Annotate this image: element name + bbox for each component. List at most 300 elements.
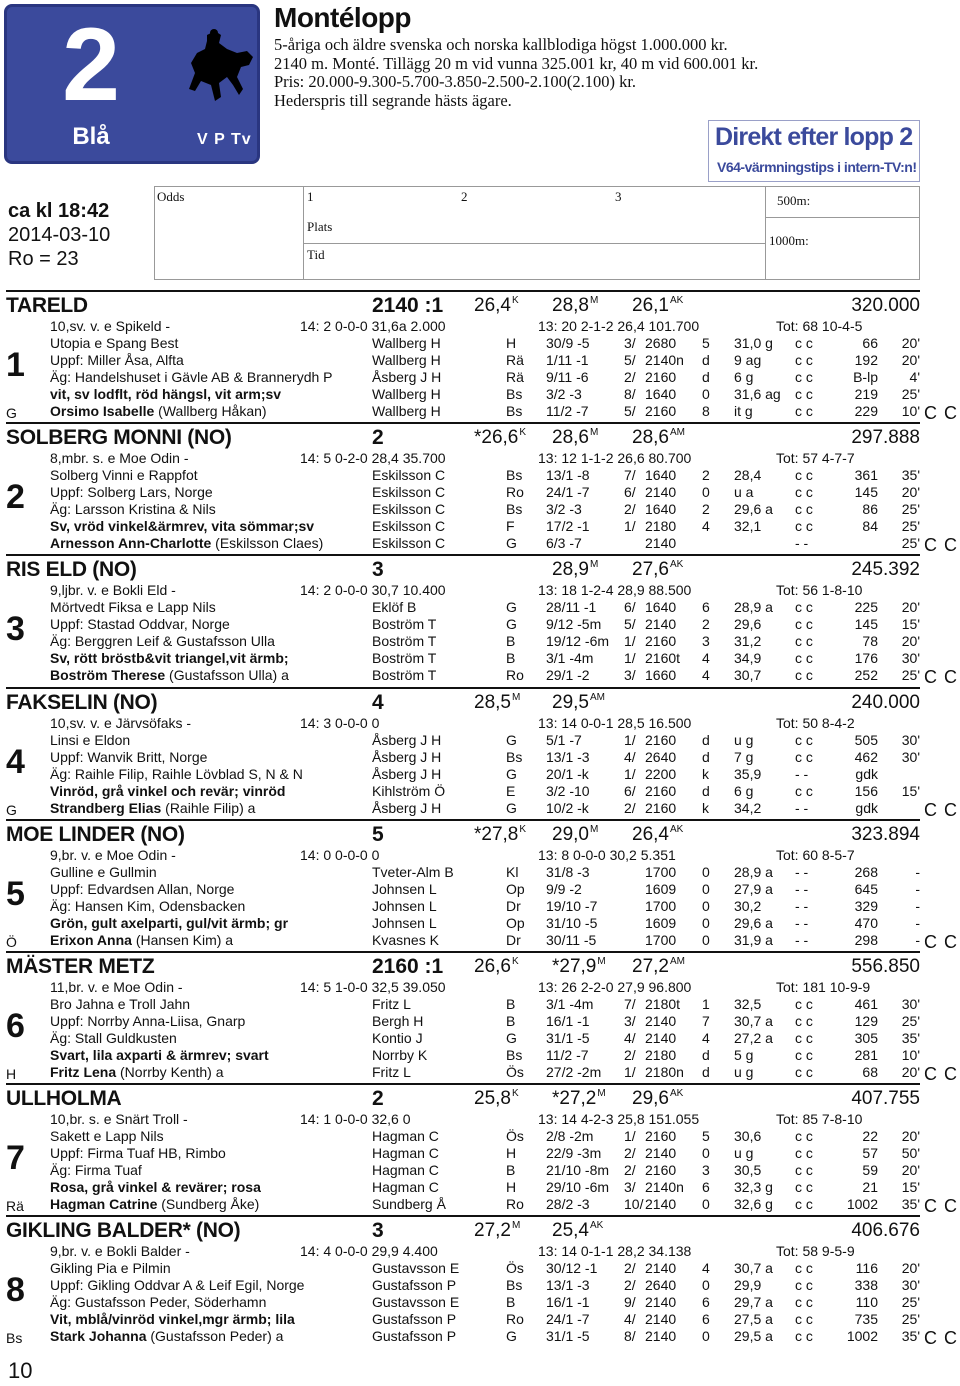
horse-stats-2014: 14: 0 0-0-0 0 — [300, 847, 380, 863]
start-placing: 2/ — [624, 800, 636, 816]
start-post: 4 — [702, 667, 710, 683]
horse-name: FAKSELIN (NO) — [6, 691, 158, 714]
record-time: 27,2 — [632, 956, 669, 977]
horse-distance: 2 — [372, 426, 384, 449]
race-desc-line: 2140 m. Monté. Tillägg 20 m vid vunna 325.001 kr, 40 m vid 600.001 kr. — [274, 53, 759, 73]
start-date: 1/11 -1 — [546, 352, 589, 368]
race-desc-line: Hederspris till segrande hästs ägare. — [274, 90, 512, 110]
horse-info: Äg: Gustafsson Peder, Söderhamn — [50, 1294, 267, 1310]
start-track: Bs — [506, 1047, 523, 1063]
start-distance: 2200 — [645, 766, 677, 782]
horse-info: Uppf: Edvardsen Allan, Norge — [50, 881, 235, 897]
horse-record — [632, 295, 683, 317]
start-track: G — [506, 732, 517, 748]
divider — [6, 422, 920, 424]
start-prize: - — [915, 915, 920, 931]
horse-record — [474, 295, 519, 317]
horse-record — [552, 1088, 606, 1110]
start-prize: 25' — [901, 501, 920, 517]
rider-name: Strandberg Elias — [50, 800, 162, 816]
result-grid — [154, 186, 920, 280]
start-odds: 78 — [862, 633, 878, 649]
start-track: Ro — [506, 667, 524, 683]
start-time: 9 ag — [734, 352, 762, 368]
race-bet-types: V P Tv — [197, 131, 252, 148]
start-shoe-marks: c c — [795, 1179, 813, 1195]
start-distance: 2160 — [645, 633, 677, 649]
start-time: 32,6 g — [734, 1196, 773, 1212]
start-time: 34,9 — [734, 650, 762, 666]
start-row — [0, 518, 960, 535]
start-date: 6/3 -7 — [546, 535, 582, 551]
start-row — [0, 1196, 960, 1213]
start-prize: 30' — [901, 996, 920, 1012]
start-row — [0, 1145, 960, 1162]
start-prize: 25' — [901, 1311, 920, 1327]
start-odds: gdk — [855, 800, 878, 816]
start-odds: 298 — [854, 932, 878, 948]
start-track: H — [506, 335, 517, 351]
start-date: 31/1 -5 — [546, 1328, 590, 1344]
start-date: 28/11 -1 — [546, 599, 597, 615]
start-time: 30,7 a — [734, 1013, 773, 1029]
horse-distance: 3 — [372, 1219, 384, 1242]
horse-info: Äg: Larsson Kristina & Nils — [50, 501, 216, 517]
start-shoe-marks: c c — [795, 369, 813, 385]
horse-colors: Vinröd, grå vinkel och revär; vinröd — [50, 783, 286, 799]
start-time: 34,2 — [734, 800, 762, 816]
record-type: AK — [669, 559, 684, 570]
start-time: u g — [734, 1145, 754, 1161]
horse-stats-2014: 14: 3 0-0-0 0 — [300, 715, 380, 731]
start-row — [0, 369, 960, 386]
race-desc-line: Pris: 20.000-9.300-5.700-3.850-2.500-2.100(2.100) kr. — [274, 72, 637, 91]
start-placing: 1/ — [624, 766, 636, 782]
record-type: AK — [669, 295, 684, 306]
start-odds: gdk — [855, 766, 878, 782]
start-post: 0 — [702, 1328, 710, 1344]
horse-stats-2014: 14: 5 1-0-0 32,5 39.050 — [300, 979, 446, 995]
divider — [6, 554, 920, 556]
start-placing: 1/ — [624, 732, 636, 748]
start-row — [0, 898, 960, 915]
start-date: 31/1 -5 — [546, 1030, 590, 1046]
horse-entry — [0, 819, 960, 951]
start-post: d — [702, 1047, 710, 1063]
start-distance: 2140 — [645, 1013, 677, 1029]
start-post: 4 — [702, 1030, 710, 1046]
start-post: 0 — [702, 386, 710, 402]
start-row — [0, 535, 960, 552]
start-placing: 9/ — [624, 1294, 636, 1310]
start-track: Bs — [506, 749, 523, 765]
record-time: 27,2 — [474, 1220, 511, 1241]
start-distance: 1640 — [645, 599, 677, 615]
start-shoe-marks: c c — [795, 749, 813, 765]
start-time: 29,7 a — [734, 1294, 773, 1310]
start-driver: Bergh H — [372, 1013, 424, 1029]
start-placing: 4/ — [624, 749, 636, 765]
horse-stats-2014: 14: 4 0-0-0 29,9 4.400 — [300, 1243, 438, 1259]
horse-entry — [0, 554, 960, 686]
start-prize: 4' — [909, 369, 920, 385]
start-driver: Fritz L — [372, 996, 411, 1012]
start-row — [0, 467, 960, 484]
horse-stats-2013: 13: 18 1-2-4 28,9 88.500 — [538, 582, 692, 598]
horse-record — [552, 824, 598, 846]
start-placing: 6/ — [624, 783, 636, 799]
start-driver: Eskilsson C — [372, 467, 446, 483]
start-placing: 2/ — [624, 501, 636, 517]
start-odds: 252 — [854, 667, 878, 683]
horse-pedigree: 10,sv. v. e Spikeld - — [50, 318, 171, 334]
horse-info: Bro Jahna e Troll Jahn — [50, 996, 191, 1012]
start-placing: 1/ — [624, 1128, 636, 1144]
record-time: 28,5 — [474, 692, 511, 713]
horse-info: Utopia e Spang Best — [50, 335, 179, 351]
horse-info: Gikling Pia e Pilmin — [50, 1260, 171, 1276]
start-track: G — [506, 1030, 517, 1046]
record-type: M — [597, 956, 606, 967]
start-date: 24/1 -7 — [546, 484, 590, 500]
start-driver: Boström T — [372, 667, 437, 683]
start-placing: 2/ — [624, 369, 636, 385]
start-track: Bs — [506, 467, 523, 483]
start-odds: 145 — [854, 484, 878, 500]
start-date: 2/8 -2m — [546, 1128, 594, 1144]
start-date: 17/2 -1 — [546, 518, 590, 534]
start-time: 30,7 — [734, 667, 762, 683]
horse-record — [474, 956, 519, 978]
start-row — [0, 386, 960, 403]
start-odds: 470 — [854, 915, 878, 931]
start-track: G — [506, 766, 517, 782]
start-prize: 25' — [901, 535, 920, 551]
start-driver: Tveter-Alm B — [372, 864, 454, 880]
start-odds: 22 — [862, 1128, 878, 1144]
horse-record — [632, 1220, 633, 1242]
start-post: 6 — [702, 1311, 710, 1327]
horse-info: Äg: Handelshuset i Gävle AB & Brannerydh P — [50, 369, 333, 385]
start-row — [0, 932, 960, 949]
start-post: 4 — [702, 518, 710, 534]
start-driver: Gustavsson E — [372, 1260, 460, 1276]
start-odds: 176 — [854, 650, 878, 666]
horse-prize-money: 407.755 — [851, 1088, 920, 1109]
horse-entry — [0, 687, 960, 819]
horse-prize-money: 556.850 — [851, 956, 920, 977]
start-shoe-marks: c c — [795, 650, 813, 666]
start-shoe-marks: c c — [795, 1064, 813, 1080]
start-time: 27,9 a — [734, 881, 773, 897]
horse-stats-total: Tot: 60 8-5-7 — [776, 847, 855, 863]
start-track: Dr — [506, 898, 521, 914]
start-placing: 1/ — [624, 518, 636, 534]
start-post: 4 — [702, 650, 710, 666]
horse-record — [632, 559, 683, 581]
record-type: M — [511, 692, 521, 703]
grid-col-1: 1 — [307, 189, 314, 204]
grid-col-2: 2 — [461, 189, 468, 204]
horse-info: Äg: Firma Tuaf — [50, 1162, 142, 1178]
horse-record — [474, 692, 520, 714]
start-distance: 2160 — [645, 403, 677, 419]
start-track: Ös — [506, 1064, 524, 1080]
start-shoe-marks: - - — [795, 898, 809, 914]
start-post: 0 — [702, 1196, 710, 1212]
start-odds: 219 — [854, 386, 878, 402]
horse-start-number: 1 — [6, 346, 25, 384]
horse-entry — [0, 1083, 960, 1215]
horse-info: Uppf: Stastad Oddvar, Norge — [50, 616, 230, 632]
start-track: Ro — [506, 1311, 524, 1327]
start-post: d — [702, 369, 710, 385]
start-track: G — [506, 800, 517, 816]
start-prize: 35' — [901, 1196, 920, 1212]
horse-stats-line — [0, 715, 960, 732]
start-track: Rä — [506, 369, 524, 385]
grid-plats-label: Plats — [307, 219, 333, 234]
record-type: M — [597, 1088, 606, 1099]
horse-cc-marks: C C — [924, 667, 958, 687]
start-track: B — [506, 650, 516, 666]
start-distance: 2180t — [645, 996, 681, 1012]
start-track: H — [506, 1145, 517, 1161]
start-distance: 2140 — [645, 1145, 677, 1161]
direct-title: Direkt efter lopp 2 — [715, 123, 913, 151]
horse-prize-money: 245.392 — [851, 559, 920, 580]
rider-trainer: (Eskilsson Claes) — [215, 535, 324, 551]
horse-record — [632, 956, 685, 978]
start-post: d — [702, 732, 710, 748]
start-track: Bs — [506, 1277, 523, 1293]
start-odds: 1002 — [846, 1328, 878, 1344]
start-driver: Fritz L — [372, 1064, 411, 1080]
record-type: M — [589, 295, 599, 306]
horse-rider — [50, 1196, 259, 1213]
horse-stats-line — [0, 582, 960, 599]
start-shoe-marks: c c — [795, 1047, 813, 1063]
start-post: 7 — [702, 1013, 710, 1029]
start-driver: Norrby K — [372, 1047, 428, 1063]
start-driver: Hagman C — [372, 1179, 439, 1195]
start-shoe-marks: c c — [795, 783, 813, 799]
start-shoe-marks: c c — [795, 1162, 813, 1178]
horse-rider — [50, 1328, 283, 1345]
start-prize: 20' — [901, 1260, 920, 1276]
start-odds: 462 — [854, 749, 878, 765]
rider-trainer: (Gustafsson Ulla) a — [169, 667, 289, 683]
start-date: 29/1 -2 — [546, 667, 590, 683]
start-date: 30/9 -5 — [546, 335, 590, 351]
start-row — [0, 616, 960, 633]
start-date: 29/10 -6m — [546, 1179, 610, 1195]
start-time: 29,5 a — [734, 1328, 773, 1344]
start-date: 27/2 -2m — [546, 1064, 602, 1080]
start-time: u g — [734, 732, 754, 748]
start-date: 16/1 -1 — [546, 1013, 590, 1029]
horse-distance: 2 — [372, 1087, 384, 1110]
start-row — [0, 335, 960, 352]
start-row — [0, 501, 960, 518]
start-post: 0 — [702, 1277, 710, 1293]
start-time: 31,9 a — [734, 932, 773, 948]
horse-info: Sakett e Lapp Nils — [50, 1128, 164, 1144]
record-type: K — [511, 1088, 519, 1099]
start-odds: 59 — [862, 1162, 878, 1178]
start-driver: Åsberg J H — [372, 732, 442, 748]
start-row — [0, 403, 960, 420]
horse-prize-money: 240.000 — [851, 692, 920, 713]
start-prize: 20' — [901, 335, 920, 351]
start-post: d — [702, 352, 710, 368]
start-post: 0 — [702, 484, 710, 500]
start-shoe-marks: c c — [795, 1311, 813, 1327]
start-date: 5/1 -7 — [546, 732, 582, 748]
horse-cc-marks: C C — [924, 535, 958, 555]
start-shoe-marks: c c — [795, 1145, 813, 1161]
start-row — [0, 484, 960, 501]
start-distance: 2160 — [645, 1162, 677, 1178]
start-row — [0, 633, 960, 650]
start-distance: 1640 — [645, 386, 677, 402]
race-date: 2014-03-10 — [8, 224, 111, 246]
start-post: 4 — [702, 1260, 710, 1276]
start-odds: 229 — [854, 403, 878, 419]
horse-stats-line — [0, 1243, 960, 1260]
start-distance: 2680 — [645, 335, 677, 351]
horse-start-number: 5 — [6, 875, 25, 913]
rider-name: Stark Johanna — [50, 1328, 147, 1344]
start-date: 3/2 -3 — [546, 386, 582, 402]
start-prize: 35' — [901, 467, 920, 483]
start-driver: Åsberg J H — [372, 800, 442, 816]
race-time: ca kl 18:42 — [8, 200, 110, 222]
start-row — [0, 1162, 960, 1179]
start-odds: 66 — [862, 335, 878, 351]
record-time: 26,6 — [474, 956, 511, 977]
start-post: k — [702, 766, 709, 782]
start-date: 22/9 -3m — [546, 1145, 602, 1161]
start-odds: 145 — [854, 616, 878, 632]
start-prize: 20' — [901, 1064, 920, 1080]
start-prize: 20' — [901, 352, 920, 368]
start-post: 5 — [702, 335, 710, 351]
horse-entry — [0, 290, 960, 422]
horse-stats-total: Tot: 68 10-4-5 — [776, 318, 863, 334]
record-time: 26,4 — [474, 295, 511, 316]
start-placing: 2/ — [624, 1145, 636, 1161]
start-track: Ro — [506, 1196, 524, 1212]
start-row — [0, 1260, 960, 1277]
start-row — [0, 1030, 960, 1047]
start-row — [0, 864, 960, 881]
start-row — [0, 1328, 960, 1345]
horse-stats-total: Tot: 58 9-5-9 — [776, 1243, 855, 1259]
start-track: Op — [506, 881, 525, 897]
start-time: 28,9 a — [734, 599, 773, 615]
horse-stats-2013: 13: 14 0-0-1 28,5 16.500 — [538, 715, 692, 731]
start-driver: Kihlström Ö — [372, 783, 446, 799]
horse-record — [474, 1088, 519, 1110]
start-driver: Gustafsson P — [372, 1311, 457, 1327]
start-row — [0, 1311, 960, 1328]
start-distance: 2160 — [645, 800, 677, 816]
start-time: u a — [734, 484, 754, 500]
horse-pedigree: 9,br. v. e Moe Odin - — [50, 847, 176, 863]
start-post: 0 — [702, 864, 710, 880]
horse-record — [474, 427, 526, 449]
start-driver: Wallberg H — [372, 403, 441, 419]
start-time: 29,6 — [734, 616, 762, 632]
horse-stats-line — [0, 1111, 960, 1128]
horse-cc-marks: C C — [924, 403, 958, 423]
horse-record — [552, 1220, 603, 1242]
start-track: Op — [506, 915, 525, 931]
start-odds: 329 — [854, 898, 878, 914]
divider — [6, 819, 920, 821]
rider-trainer: (Hansen Kim) a — [135, 932, 234, 948]
start-date: 3/2 -3 — [546, 501, 582, 517]
horse-entry — [0, 1215, 960, 1347]
start-date: 21/10 -8m — [546, 1162, 610, 1178]
page-number: 10 — [8, 1358, 33, 1383]
rider-name: Hagman Catrine — [50, 1196, 158, 1212]
start-prize: - — [915, 932, 920, 948]
start-prize: 20' — [901, 633, 920, 649]
record-time: *27,2 — [552, 1088, 597, 1109]
start-date: 9/12 -5m — [546, 616, 602, 632]
start-shoe-marks: c c — [795, 599, 813, 615]
start-odds: 57 — [862, 1145, 878, 1161]
start-prize: 20' — [901, 1128, 920, 1144]
record-time: 28,6 — [552, 427, 589, 448]
record-type: K — [511, 295, 519, 306]
horse-prize-money: 320.000 — [851, 295, 920, 316]
start-distance: 2180n — [645, 1064, 684, 1080]
start-shoe-marks: c c — [795, 467, 813, 483]
start-prize: 35' — [901, 1328, 920, 1344]
start-time: 5 g — [734, 1047, 754, 1063]
start-distance: 1700 — [645, 932, 677, 948]
rider-trainer: (Raihle Filip) a — [165, 800, 256, 816]
start-placing: 3/ — [624, 335, 636, 351]
start-track: Ös — [506, 1128, 524, 1144]
start-distance: 2180 — [645, 518, 677, 534]
record-time: 28,9 — [552, 559, 589, 580]
horse-distance: 3 — [372, 558, 384, 581]
grid-tid-label: Tid — [307, 247, 325, 262]
start-shoe-marks: c c — [795, 1128, 813, 1144]
start-row — [0, 1013, 960, 1030]
start-placing: 2/ — [624, 1047, 636, 1063]
start-placing: 2/ — [624, 1162, 636, 1178]
horse-cc-marks: C C — [924, 1328, 958, 1348]
start-shoe-marks: - - — [795, 535, 809, 551]
start-distance: 2160 — [645, 732, 677, 748]
start-prize: 35' — [901, 1030, 920, 1046]
start-date: 9/9 -2 — [546, 881, 582, 897]
horse-colors: Sv, rött bröstb&vit triangel,vit ärmb; — [50, 650, 289, 666]
race-badge — [4, 4, 260, 164]
start-distance: 2140n — [645, 352, 684, 368]
horse-colors: Sv, vröd vinkel&ärmrev, vita sömmar;sv — [50, 518, 315, 534]
horse-record — [552, 692, 605, 714]
start-odds: 338 — [854, 1277, 878, 1293]
start-post: 2 — [702, 501, 710, 517]
horse-info: Mörtvedt Fiksa e Lapp Nils — [50, 599, 216, 615]
record-time: *26,6 — [474, 427, 519, 448]
